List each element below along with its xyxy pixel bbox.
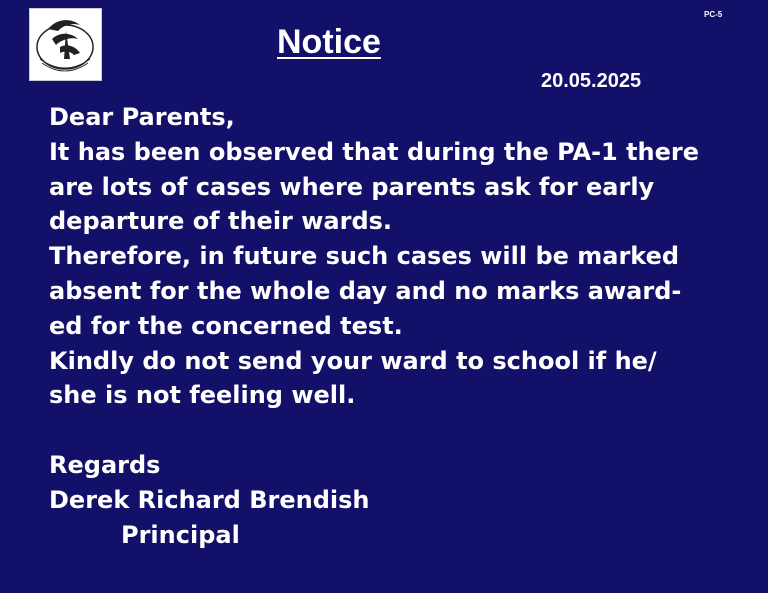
salutation: Dear Parents, [49,103,235,131]
body-line: are lots of cases where parents ask for early [49,172,655,201]
body-line: departure of their wards. [49,207,393,236]
notice-title: Notice [277,23,381,61]
spacer [49,413,761,448]
closing: Regards [49,450,161,479]
signatory-name: Derek Richard Brendish [49,485,370,514]
school-crest-icon [30,9,101,80]
page-code: PC-5 [704,10,723,19]
notice-date: 20.05.2025 [541,70,642,92]
body-line: Therefore, in future such cases will be marked [49,242,680,271]
body-line: absent for the whole day and no marks award- [49,276,682,305]
body-line: she is not feeling well. [49,381,356,410]
body-line: Kindly do not send your ward to school if he/ [49,346,657,375]
body-line: ed for the concerned test. [49,311,403,340]
notice-body [49,100,761,552]
body-line: It has been observed that during the PA-1 there [49,137,700,166]
school-logo [29,8,102,81]
signatory-title: Principal [121,520,240,549]
